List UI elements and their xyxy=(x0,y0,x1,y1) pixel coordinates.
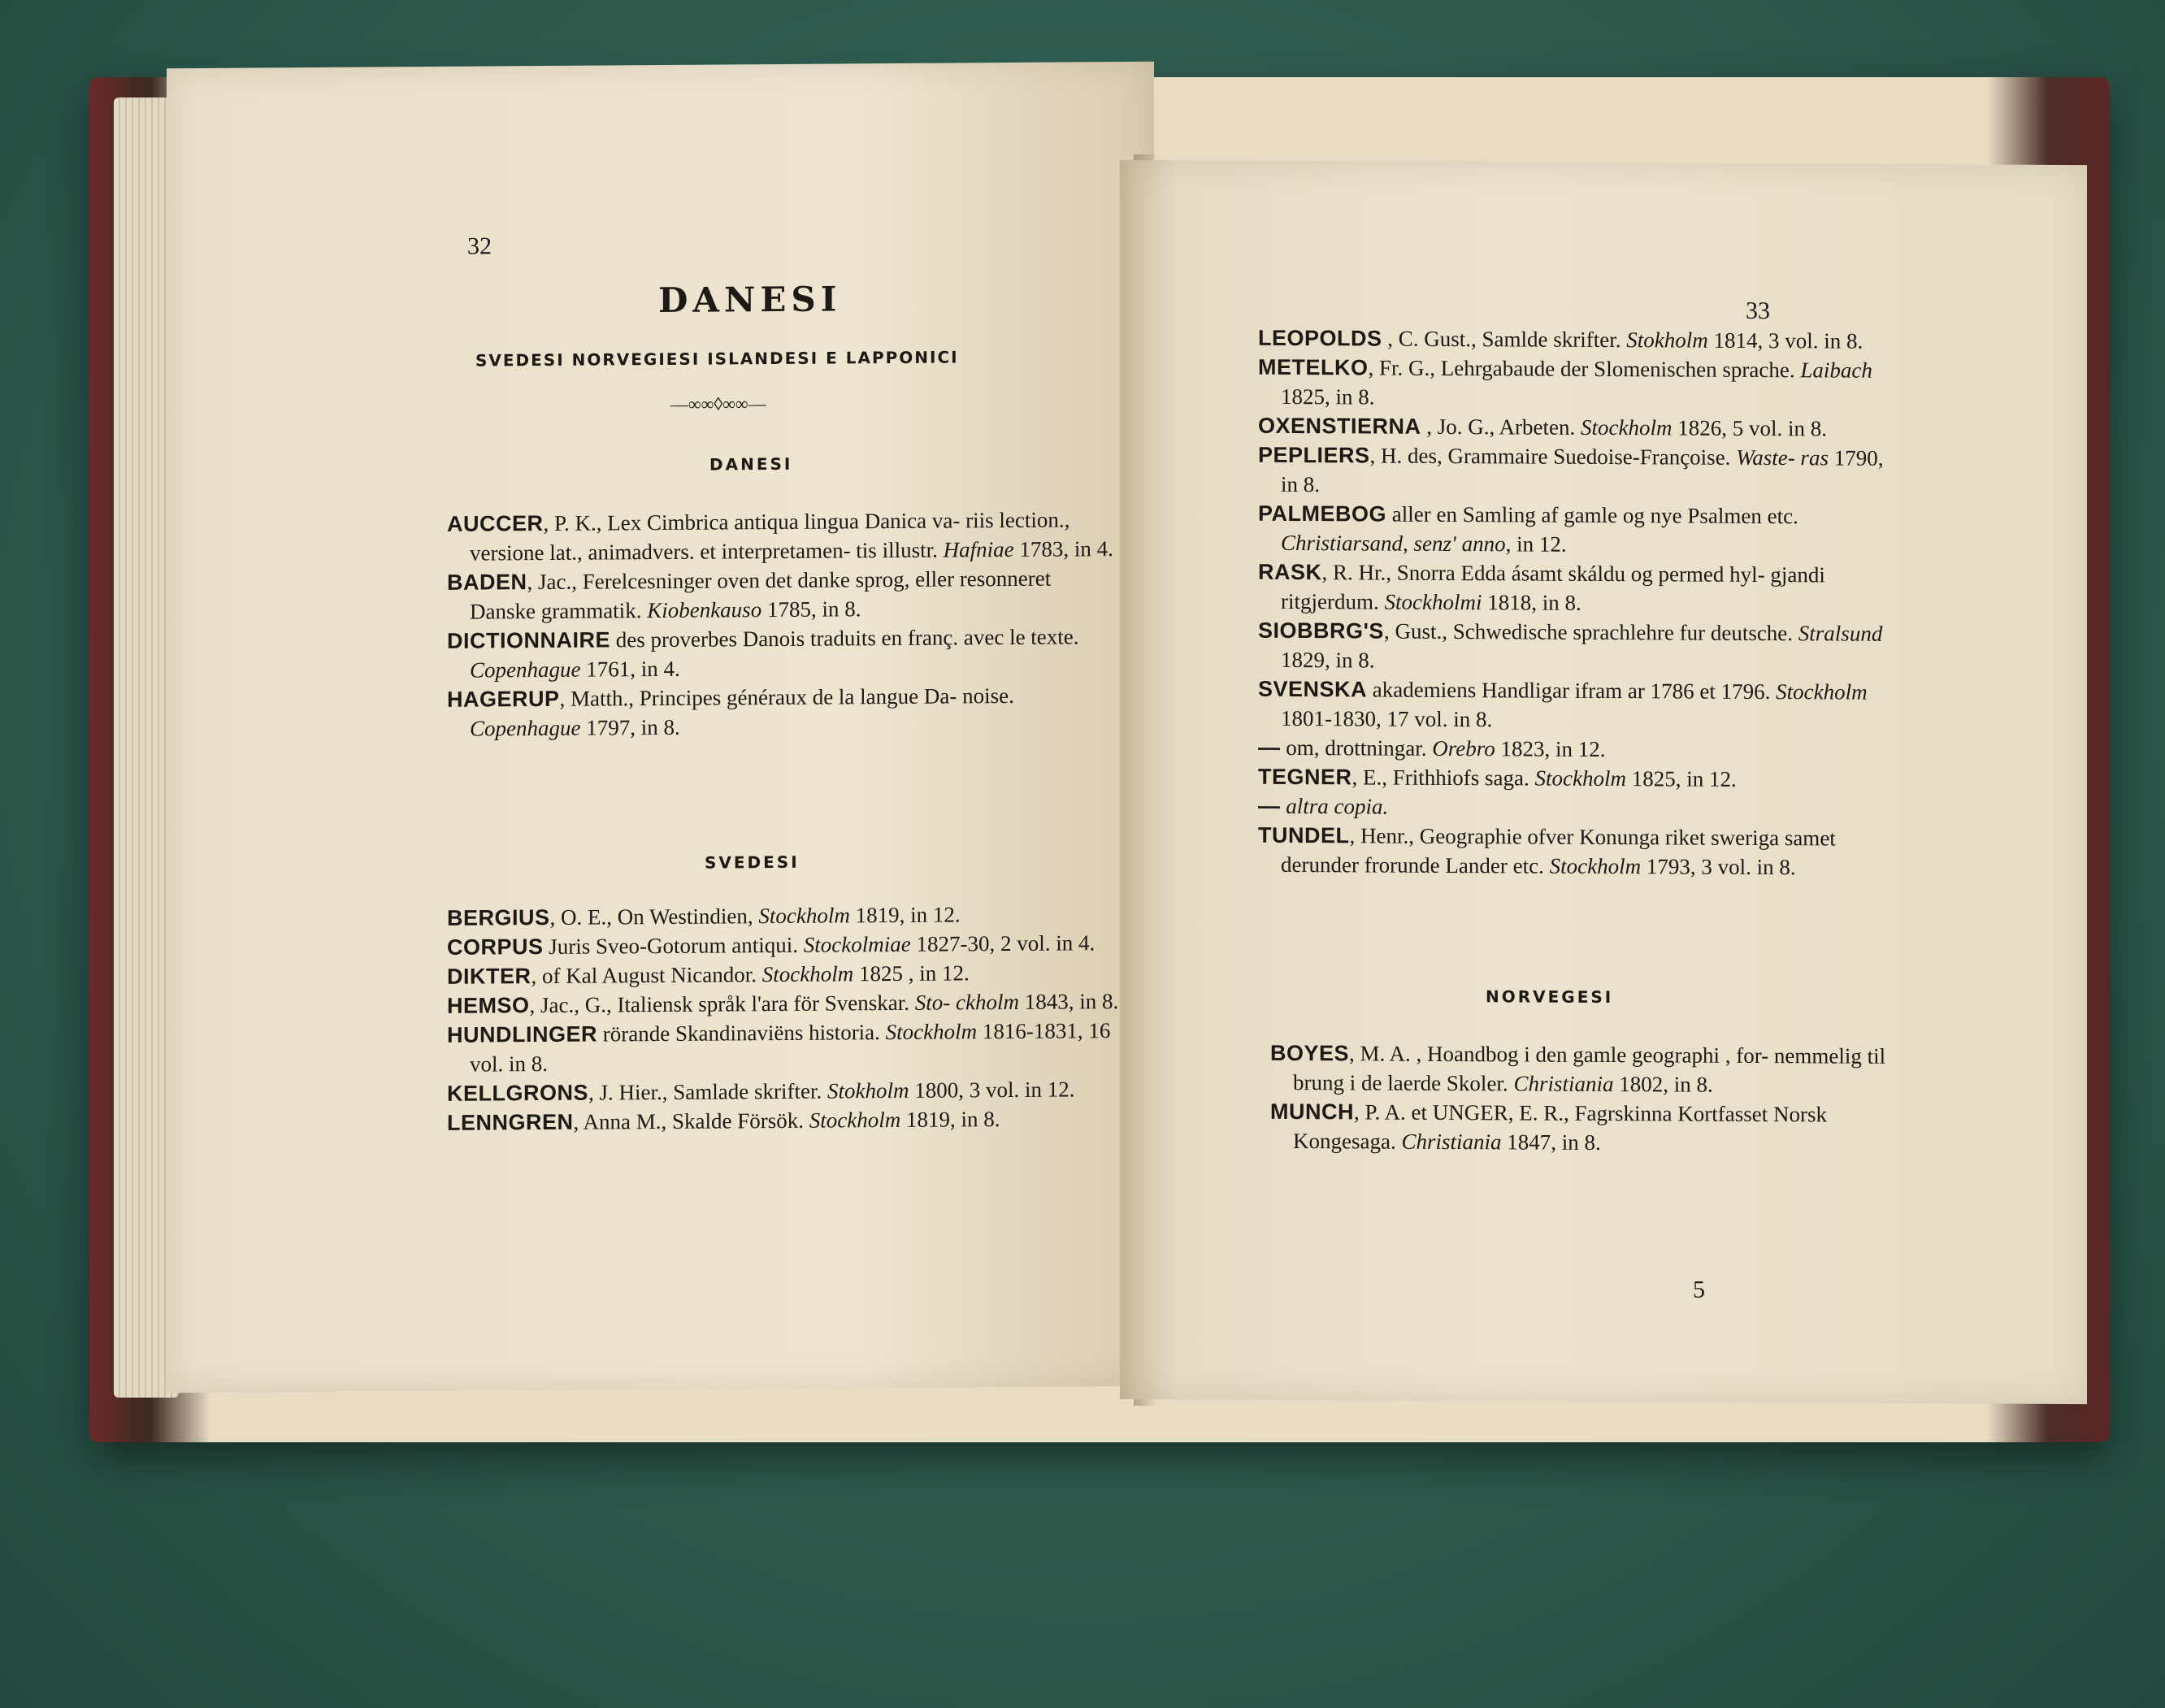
entry-text: akademiens Handligar ifram ar 1786 et 1796. xyxy=(1367,677,1777,704)
bibliography-entry xyxy=(1258,499,1892,561)
bibliography-entry xyxy=(1258,323,1892,356)
entry-author: HUNDLINGER xyxy=(447,1021,597,1047)
entry-author: MUNCH xyxy=(1270,1099,1354,1125)
entry-text: , Henr., Geographie ofver Konunga riket sweriga samet derunder frorunde Lander etc. xyxy=(1281,823,1836,878)
left-page xyxy=(167,62,1154,1393)
bibliography-entry xyxy=(1258,762,1892,795)
entry-author: BADEN xyxy=(447,570,527,595)
entry-text: , M. A. , Hoandbog i den gamle geographi , for- nemmelig til brung i de laerde Skoler. xyxy=(1293,1041,1886,1096)
bibliography-entry xyxy=(447,928,1122,962)
bibliography-entry xyxy=(1258,733,1892,765)
entry-tail: 1825, in 8. xyxy=(1281,384,1375,410)
bibliography-entry xyxy=(1258,440,1892,502)
bibliography-entry xyxy=(1258,616,1892,678)
entry-place: Christiania xyxy=(1401,1129,1502,1155)
bibliography-entry xyxy=(447,1103,1122,1138)
entry-text: aller en Samling af gamle og nye Psalmen etc. xyxy=(1386,501,1798,529)
bibliography-entry xyxy=(1258,674,1892,736)
entry-text: , P. K., Lex Cimbrica antiqua lingua Danica va- riis lection., versione lat., animadvers. et interpretamen- tis illustr. xyxy=(470,507,1070,566)
entry-tail: 1826, 5 vol. in 8. xyxy=(1672,415,1828,441)
entry-author: PEPLIERS xyxy=(1258,442,1370,468)
entry-place: Stockholm xyxy=(1549,853,1642,879)
entry-list xyxy=(447,505,1122,743)
entry-text: , Jo. G., Arbeten. xyxy=(1421,414,1581,440)
entry-tail: 1790, in 8. xyxy=(1281,445,1884,497)
entry-place: Kiobenkauso xyxy=(647,597,762,623)
section-heading-danesi: DANESI xyxy=(709,453,793,475)
entry-author: BOYES xyxy=(1270,1040,1350,1066)
entry-author: HAGERUP xyxy=(447,686,560,712)
entry-author: TUNDEL xyxy=(1258,822,1350,848)
entry-place: Christiania xyxy=(1513,1071,1614,1097)
entry-text: , Fr. G., Lehrgabaude der Slomenischen sprache. xyxy=(1368,355,1801,383)
entry-tail: 1814, 3 vol. in 8. xyxy=(1707,327,1863,353)
entry-tail: 1801-1830, 17 vol. in 8. xyxy=(1281,705,1493,732)
entry-tail: 1825, in 12. xyxy=(1625,766,1737,791)
entry-tail: 1800, 3 vol. in 12. xyxy=(909,1077,1075,1103)
bibliography-entry xyxy=(1258,791,1892,824)
entry-author: HEMSO xyxy=(447,993,530,1018)
entry-tail: 1819, in 12. xyxy=(849,902,961,928)
entry-tail: 1785, in 8. xyxy=(761,596,861,622)
entry-text: , Jac., Ferelcesninger oven det danke sprog, eller resonneret Danske grammatik. xyxy=(470,566,1052,624)
bibliography-entry xyxy=(447,622,1122,685)
entry-place: Stockholm xyxy=(809,1107,901,1133)
entry-author: SIOBBRG'S xyxy=(1258,618,1384,644)
bibliography-entry xyxy=(447,899,1122,933)
entry-list xyxy=(447,899,1122,1138)
section-heading-norvegesi: NORVEGESI xyxy=(1486,986,1614,1008)
entry-place: Orebro xyxy=(1432,735,1495,761)
entry-tail: 1823, in 12. xyxy=(1495,736,1606,762)
entry-text: , Jac., G., Italiensk språk l'ara för Svenskar. xyxy=(529,990,915,1018)
entry-text: , J. Hier., Samlade skrifter. xyxy=(588,1078,827,1105)
bibliography-entry xyxy=(1258,411,1892,444)
entry-tail: 1816-1831, 16 vol. in 8. xyxy=(470,1018,1111,1077)
entry-place: Waste- ras xyxy=(1736,444,1829,470)
page-subtitle: SVEDESI NORVEGIESI ISLANDESI E LAPPONICI xyxy=(475,347,959,371)
bibliography-entry xyxy=(1270,1097,1904,1159)
entry-place: Stokholm xyxy=(1626,327,1708,353)
entry-place: Stockolmiae xyxy=(803,931,911,957)
entry-place: Stralsund xyxy=(1798,621,1883,646)
entry-text: , of Kal August Nicandor. xyxy=(531,962,762,989)
entry-author: METELKO xyxy=(1258,354,1369,380)
entry-author: KELLGRONS xyxy=(447,1080,589,1106)
entry-author: RASK xyxy=(1258,559,1322,585)
bibliography-entry xyxy=(1258,557,1892,619)
entry-tail: 1825 , in 12. xyxy=(853,960,970,986)
entry-place: Stockholm xyxy=(758,903,850,929)
entry-author: LENNGREN xyxy=(447,1109,574,1135)
entry-author: — xyxy=(1258,793,1281,818)
entry-place: Copenhague xyxy=(470,715,581,741)
entry-tail: 1819, in 8. xyxy=(900,1107,1000,1132)
section-heading-svedesi: SVEDESI xyxy=(705,852,800,873)
entry-text: rörande Skandinaviëns historia. xyxy=(597,1020,886,1047)
entry-author: DICTIONNAIRE xyxy=(447,627,610,653)
entry-tail: 1847, in 8. xyxy=(1501,1129,1601,1155)
bibliography-entry xyxy=(1270,1038,1904,1100)
entry-tail: 1793, 3 vol. in 8. xyxy=(1641,854,1796,880)
bibliography-entry xyxy=(447,1016,1122,1079)
entry-author: TEGNER xyxy=(1258,764,1352,790)
bibliography-entry xyxy=(447,680,1122,743)
entry-author: SVENSKA xyxy=(1258,676,1368,702)
entry-author: AUCCER xyxy=(447,511,544,536)
entry-place: Stockholmi xyxy=(1384,589,1482,615)
bibliography-entry xyxy=(447,957,1122,991)
entry-text: om, drottningar. xyxy=(1280,735,1433,761)
entry-list xyxy=(1270,1038,1904,1159)
entry-place: Stockholm xyxy=(1581,414,1673,440)
bibliography-entry xyxy=(447,505,1122,568)
entry-place: Laibach xyxy=(1800,358,1872,383)
entry-place: Stockholm xyxy=(1534,765,1626,791)
right-page xyxy=(1120,160,2087,1404)
page-title: DANESI xyxy=(658,279,842,321)
entry-text: , R. Hr., Snorra Edda ásamt skáldu og permed hyl- gjandi ritgjerdum. xyxy=(1281,560,1825,614)
entry-tail: 1843, in 8. xyxy=(1018,989,1119,1014)
entry-text: , Matth., Principes généraux de la langue Da- noise. xyxy=(559,683,1014,711)
entry-place: Stokholm xyxy=(827,1077,909,1103)
entry-author: BERGIUS xyxy=(447,904,550,930)
entry-text: , C. Gust., Samlde skrifter. xyxy=(1382,326,1627,353)
entry-tail: 1797, in 8. xyxy=(580,714,680,740)
entry-author: DIKTER xyxy=(447,964,531,989)
page-number: 32 xyxy=(467,232,492,260)
bibliography-entry xyxy=(1258,821,1892,882)
entry-text: , P. A. et UNGER, E. R., Fagrskinna Kortfasset Norsk Kongesaga. xyxy=(1293,1099,1827,1154)
entry-place: altra copia. xyxy=(1286,793,1389,819)
page-number: 33 xyxy=(1746,297,1770,325)
entry-text: des proverbes Danois traduits en franç. avec le texte. xyxy=(610,624,1079,652)
bibliography-entry xyxy=(447,986,1122,1021)
entry-author: — xyxy=(1258,735,1281,760)
bibliography-entry xyxy=(447,563,1122,626)
entry-place: Stockholm xyxy=(1776,679,1868,704)
entry-author: CORPUS xyxy=(447,934,544,960)
entry-tail: , in 12. xyxy=(1505,531,1567,557)
entry-tail: 1818, in 8. xyxy=(1482,590,1581,615)
entry-tail: 1829, in 8. xyxy=(1281,647,1375,673)
entry-text: , H. des, Grammaire Suedoise-Françoise. xyxy=(1369,443,1737,470)
entry-place: Copenhague xyxy=(470,657,581,683)
ornament-icon: —∞∞◊∞∞— xyxy=(670,393,766,414)
entry-place: Stockholm xyxy=(761,961,854,987)
entry-place: Hafniae xyxy=(943,536,1014,562)
entry-text: , Anna M., Skalde Försök. xyxy=(573,1108,809,1134)
entry-text: , E., Frithhiofs saga. xyxy=(1351,765,1535,791)
entry-place: Sto- ckholm xyxy=(914,989,1019,1015)
entry-author: OXENSTIERNA xyxy=(1258,413,1421,439)
entry-text: , Gust., Schwedische sprachlehre fur deutsche. xyxy=(1383,618,1798,646)
entry-author: PALMEBOG xyxy=(1258,501,1386,527)
entry-tail: 1761, in 4. xyxy=(580,656,680,682)
entry-author: LEOPOLDS xyxy=(1258,325,1382,351)
entry-place: Stockholm xyxy=(885,1019,978,1045)
entry-tail: 1783, in 4. xyxy=(1013,536,1113,561)
signature-mark: 5 xyxy=(1693,1276,1705,1303)
entry-text: Juris Sveo-Gotorum antiqui. xyxy=(543,932,804,960)
entry-list xyxy=(1258,323,1892,882)
bibliography-entry xyxy=(447,1074,1122,1108)
entry-tail: 1827-30, 2 vol. in 4. xyxy=(910,930,1096,956)
bibliography-entry xyxy=(1258,353,1892,414)
entry-place: Christiarsand, senz' anno xyxy=(1281,530,1506,557)
entry-text: , O. E., On Westindien, xyxy=(549,904,759,930)
entry-tail: 1802, in 8. xyxy=(1613,1072,1713,1097)
